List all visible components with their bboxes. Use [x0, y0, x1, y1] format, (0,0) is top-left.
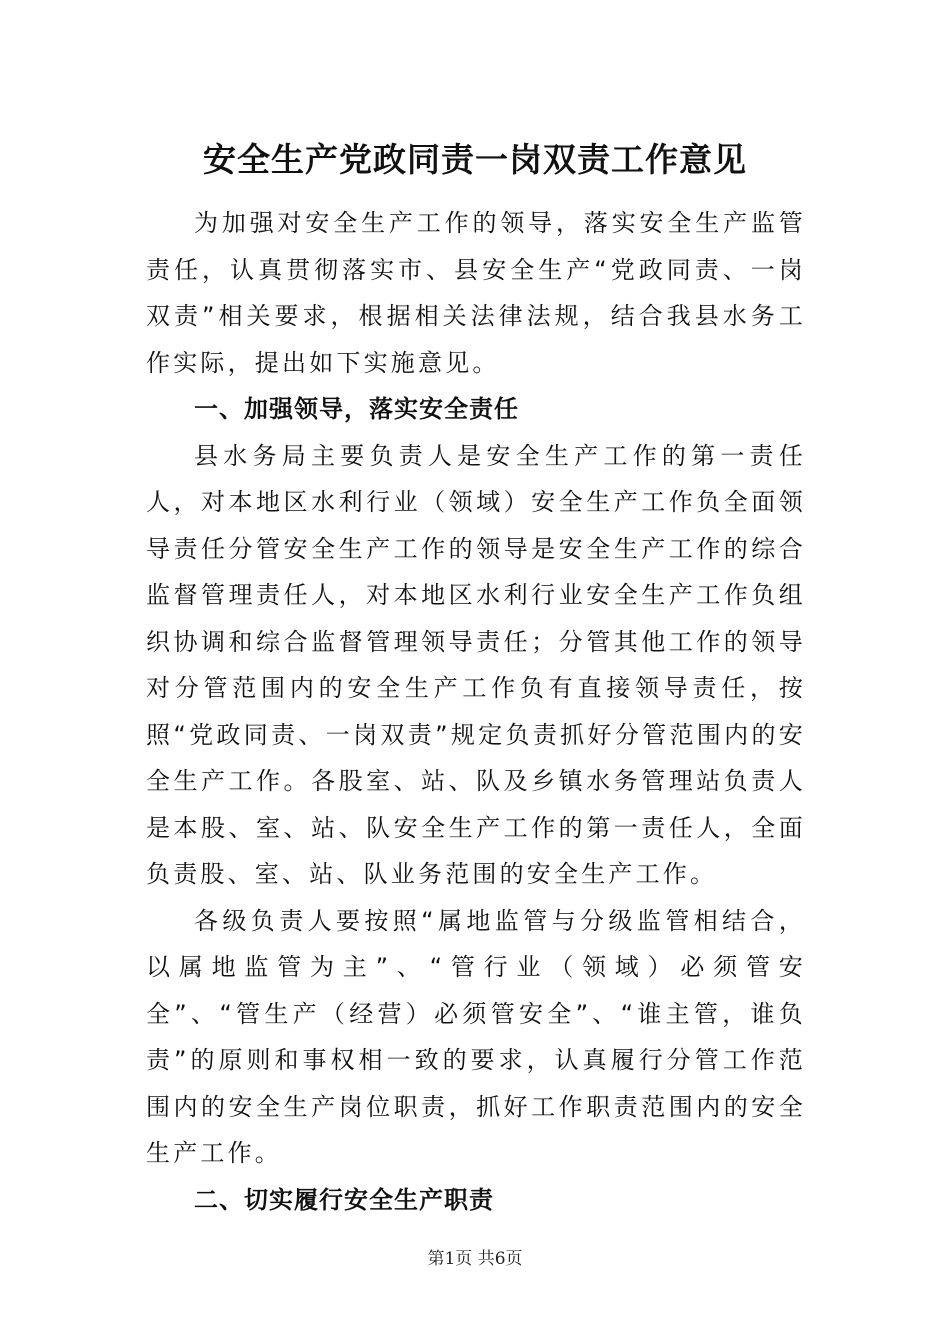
paragraph-intro: 为加强对安全生产工作的领导，落实安全生产监管责任，认真贯彻落实市、县安全生产“党政同责、一岗双责”相关要求，根据相关法律法规，结合我县水务工作实际，提出如下实施意见。 — [146, 209, 806, 377]
page-number-footer: 第1页 共6页 — [427, 1249, 523, 1269]
paragraph-principles: 各级负责人要按照“属地监管与分级监管相结合，以属地监管为主”、“管行业（领域）必须管安全”、“管生产（经营）必须管安全”、“谁主管，谁负责”的原则和事权相一致的要求，认真履行分管工作范围内的安全生产岗位职责，抓好工作职责范围内的安全生产工作。 — [146, 906, 806, 1167]
section-heading-1: 一、加强领导，落实安全责任 — [194, 395, 519, 423]
section-heading-2: 二、切实履行安全生产职责 — [194, 1185, 494, 1214]
paragraph-responsibility: 县水务局主要负责人是安全生产工作的第一责任人，对本地区水利行业（领域）安全生产工作负全面领导责任分管安全生产工作的领导是安全生产工作的综合监督管理责任人，对本地区水利行业安全生产工作负组织协调和综合监督管理领导责任；分管其他工作的领导对分管范围内的安全生产工作负有直接领导责任，按照“党政同责、一岗双责”规定负责抓好分管范围内的安全生产工作。各股室、站、队及乡镇水务管理站负责人是本股、室、站、队安全生产工作的第一责任人，全面负责股、室、站、队业务范围的安全生产工作。 — [146, 441, 806, 888]
document-body — [146, 200, 806, 1223]
document-title: 安全生产党政同责一岗双责工作意见 — [203, 140, 747, 179]
